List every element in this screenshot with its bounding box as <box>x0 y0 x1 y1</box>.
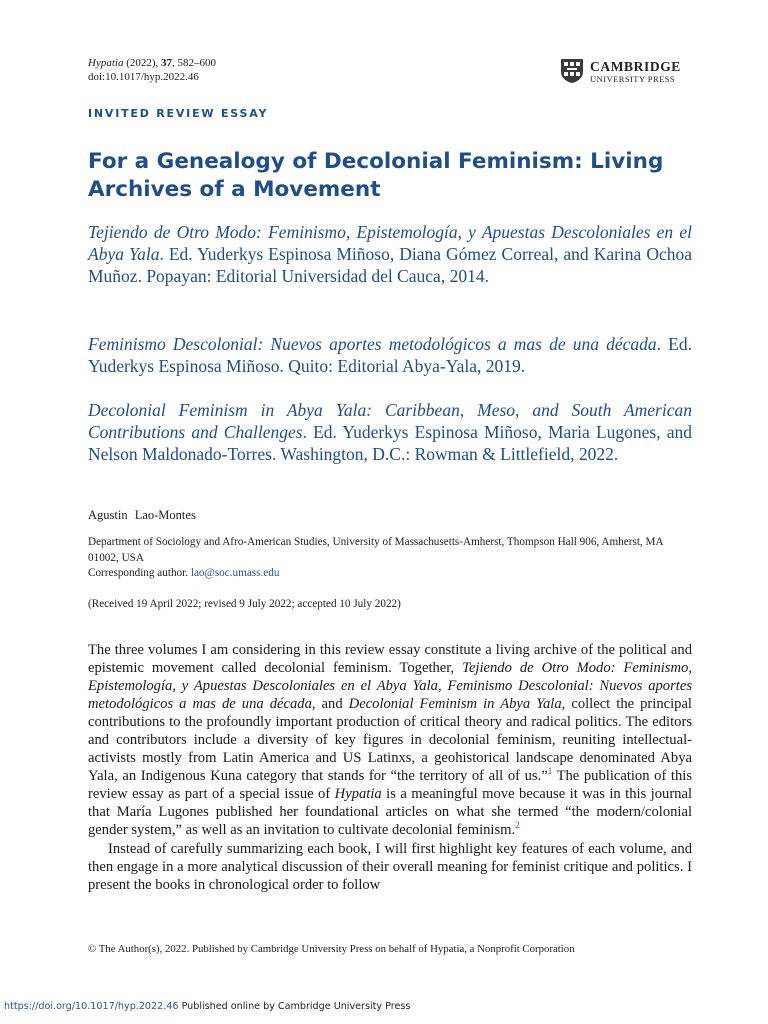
article-body <box>88 641 692 894</box>
page-footer: https://doi.org/10.1017/hyp.2022.46 Published online by Cambridge University Press <box>4 1001 411 1012</box>
footnote-ref-1[interactable]: 1 <box>547 766 553 777</box>
book-title: Feminismo Descolonial: Nuevos aportes metodológicos a mas de una década <box>88 334 657 354</box>
article-title: For a Genealogy of Decolonial Feminism: Living Archives of a Movement <box>88 149 664 202</box>
doi-line: doi:10.1017/hyp.2022.46 <box>88 71 199 83</box>
reviewed-book-3: Decolonial Feminism in Abya Yala: Caribbean, Meso, and South American Contributions and Challenges. Ed. Yuderkys Espinosa Miñoso, Maria Lugones, and Nelson Maldonado-Torres. Washington, D.C.: Rowman & Littlefield, 2022. <box>88 400 693 464</box>
citation-line: Hypatia (2022), 37, 582–600 <box>88 57 217 69</box>
footnote-ref-2[interactable]: 2 <box>515 820 520 831</box>
volume-number: 37 <box>161 57 173 69</box>
received-dates: (Received 19 April 2022; revised 9 July 2022; accepted 10 July 2022) <box>88 598 401 610</box>
reviewed-book-1: Tejiendo de Otro Modo: Feminismo, Epistemología, y Apuestas Descoloniales en el Abya Yala. Ed. Yuderkys Espinosa Miñoso, Diana Gómez Correal, and Karina Ochoa Muñoz. Popayan: Editorial Universidad del Cauca, 2014. <box>88 222 692 286</box>
author-name: Agustin Lao-Montes <box>88 508 196 522</box>
logo-text-university-press: UNIVERSITY PRESS <box>590 74 676 84</box>
paragraph: Instead of carefully summarizing each book, I will first highlight key features of each volume, and then engage in a more analytical discussion of their overall meaning for feminist critique and politics. I present the books in chronological order to follow <box>88 840 692 893</box>
copyright-notice: © The Author(s), 2022. Published by Cambridge University Press on behalf of Hypatia, a Nonprofit Corporation <box>88 943 575 955</box>
book-title: Decolonial Feminism in Abya Yala: Caribbean, Meso, and South American Contributions and Challenges <box>88 400 692 442</box>
corresponding-author: Corresponding author. lao@soc.umass.edu <box>88 567 280 579</box>
book-title: Tejiendo de Otro Modo: Feminismo, Epistemología, y Apuestas Descoloniales en el Abya Yala <box>88 222 692 264</box>
affiliation-text: Department of Sociology and Afro-American Studies, University of Massachusetts-Amherst, Thompson Hall 906, Amherst, MA 01002, USA <box>88 536 663 564</box>
cambridge-logo <box>560 58 695 88</box>
paragraph: The three volumes I am considering in this review essay constitute a living archive of the political and epistemic movement called decolonial feminism. Together, Tejiendo de Otro Modo: Feminismo, Epistemología, y Apuestas Descoloniales en el Abya Yala, Feminismo Descolonial: Nuevos aportes metodológicos a mas de una década, and Decolonial Feminism in Abya Yala, collect the principal contributions to the profoundly important production of critical theory and radical politics. The editors and contributors include a diversity of key figures in decolonial feminism, reuniting intellectual-activists mostly from Latin America and US Latinxs, a geohistorical landscape denominated Abya Yala, an Indigenous Kuna category that stands for “the territory of all of us.”$^1$ The publication of this review essay as part of a special issue of Hypatia is a meaningful move because it was in this journal that María Lugones published her foundational articles on what she termed “the modern/colonial gender system,” as well as an invitation to cultivate decolonial feminism.$^2$ <box>88 642 693 839</box>
citation-header <box>88 56 216 84</box>
doi-link[interactable]: https://doi.org/10.1017/hyp.2022.46 <box>4 1001 179 1012</box>
reviewed-book-2: Feminismo Descolonial: Nuevos aportes metodológicos a mas de una década. Ed. Yuderkys Espinosa Miñoso. Quito: Editorial Abya-Yala, 2019. <box>88 334 692 376</box>
article-type: INVITED REVIEW ESSAY <box>88 107 269 120</box>
crest-icon <box>560 58 584 84</box>
logo-text-cambridge: CAMBRIDGE <box>590 59 681 74</box>
journal-name: Hypatia <box>88 57 124 69</box>
author-affiliation <box>88 535 692 582</box>
email-link[interactable]: lao@soc.umass.edu <box>190 567 280 579</box>
